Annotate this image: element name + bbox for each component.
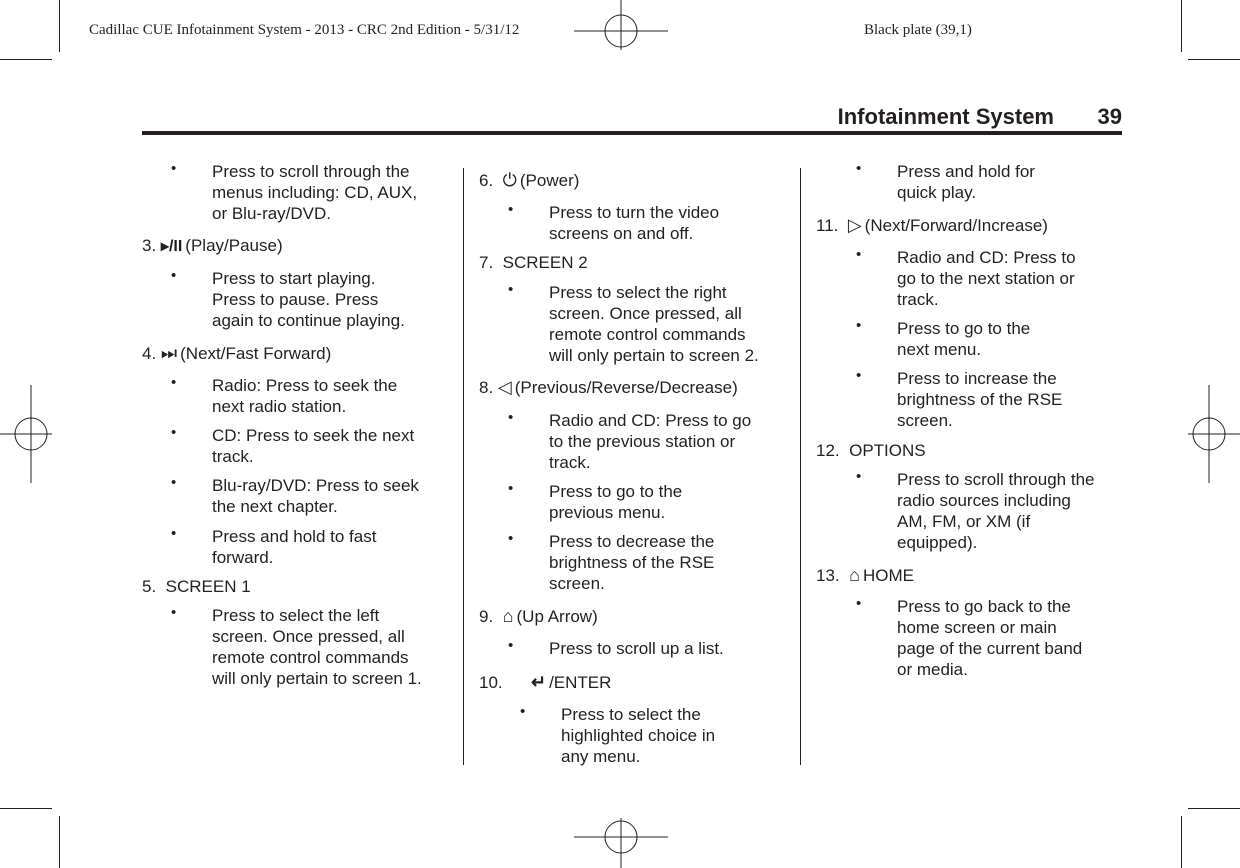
list-item: • Press to start playing. Press to pause. Press again to continue playing.	[171, 267, 405, 330]
column-divider	[463, 168, 464, 765]
list-item: • Radio and CD: Press to go to the next station or track.	[856, 246, 1076, 309]
list-item: • Blu-ray/DVD: Press to seek the next chapter.	[171, 474, 419, 516]
next-increase-icon: ▷	[847, 215, 862, 235]
home-icon: ⌂	[849, 565, 860, 585]
bullet-icon: •	[171, 160, 177, 177]
item-6: 6. ⏻ (Power)	[479, 170, 580, 190]
bullet-icon: •	[171, 424, 177, 441]
list-item: • CD: Press to seek the next track.	[171, 424, 415, 466]
bullet-icon: •	[520, 703, 526, 720]
header-rule	[142, 131, 1122, 135]
list-item: • Press to decrease the brightness of the RSE screen.	[508, 530, 715, 593]
list-item-text: Press to scroll through the menus including: CD, AUX, or Blu-ray/DVD.	[212, 162, 418, 223]
bullet-icon: •	[856, 317, 862, 334]
play-pause-icon: ▸/II	[160, 238, 183, 255]
up-arrow-icon: ⌂	[502, 606, 514, 626]
item-11: 11. ▷ (Next/Forward/Increase)	[816, 215, 1048, 235]
list-item	[171, 160, 418, 224]
bullet-icon: •	[171, 267, 177, 284]
item-8: 8. ◁ (Previous/Reverse/Decrease)	[479, 377, 738, 397]
section-title: Infotainment System	[837, 104, 1054, 129]
list-item: • Press to select the right screen. Once pressed, all remote control commands will only pertain to screen 2.	[508, 281, 759, 365]
list-item: • Press to scroll up a list.	[508, 637, 724, 658]
bullet-icon: •	[508, 281, 514, 298]
list-item: • Press to go to the next menu.	[856, 317, 1031, 359]
bullet-icon: •	[856, 367, 862, 384]
doc-meta-title: Cadillac CUE Infotainment System - 2013 - CRC 2nd Edition - 5/31/12	[89, 22, 520, 38]
bullet-icon: •	[856, 595, 862, 612]
bullet-icon: •	[171, 474, 177, 491]
bullet-icon: •	[171, 604, 177, 621]
list-item: • Press to go to the previous menu.	[508, 480, 683, 522]
item-9: 9. ⌂ (Up Arrow)	[479, 606, 598, 626]
list-item: • Press and hold for quick play.	[856, 160, 1035, 202]
list-item: • Radio and CD: Press to go to the previous station or track.	[508, 409, 752, 472]
plate-label: Black plate (39,1)	[864, 22, 972, 38]
bullet-icon: •	[856, 160, 862, 177]
item-10: 10. ↵ /ENTER	[479, 672, 612, 692]
bullet-icon: •	[508, 201, 514, 218]
list-item: • Press and hold to fast forward.	[171, 525, 377, 567]
list-item: • Press to increase the brightness of the RSE screen.	[856, 367, 1063, 430]
power-icon: ⏻	[502, 170, 517, 190]
bullet-icon: •	[171, 525, 177, 542]
item-3: 3. ▸/II (Play/Pause)	[142, 236, 283, 255]
bullet-icon: •	[856, 246, 862, 263]
item-5: 5. SCREEN 1	[142, 577, 251, 596]
list-item: • Press to go back to the home screen or main page of the current band or media.	[856, 595, 1083, 679]
column-divider	[800, 168, 801, 765]
bullet-icon: •	[856, 468, 862, 485]
item-7: 7. SCREEN 2	[479, 253, 588, 272]
item-12: 12. OPTIONS	[816, 441, 926, 460]
bullet-icon: •	[508, 480, 514, 497]
enter-icon: ↵	[530, 672, 547, 692]
item-13: 13. ⌂ HOME	[816, 565, 914, 585]
bullet-icon: •	[171, 374, 177, 391]
list-item: • Press to select the highlighted choice in any menu.	[520, 703, 716, 766]
bullet-icon: •	[508, 530, 514, 547]
item-4: 4. ⏭ (Next/Fast Forward)	[142, 343, 332, 363]
bullet-icon: •	[508, 637, 514, 654]
list-item: • Press to select the left screen. Once pressed, all remote control commands will only pertain to screen 1.	[171, 604, 422, 688]
list-item: • Press to turn the video screens on and off.	[508, 201, 720, 243]
previous-icon: ◁	[497, 377, 512, 397]
list-item: • Radio: Press to seek the next radio station.	[171, 374, 398, 416]
page-number: 39	[1097, 104, 1122, 129]
list-item: • Press to scroll through the radio sources including AM, FM, or XM (if equipped).	[856, 468, 1095, 552]
bullet-icon: •	[508, 409, 514, 426]
next-track-icon: ⏭	[160, 343, 178, 363]
